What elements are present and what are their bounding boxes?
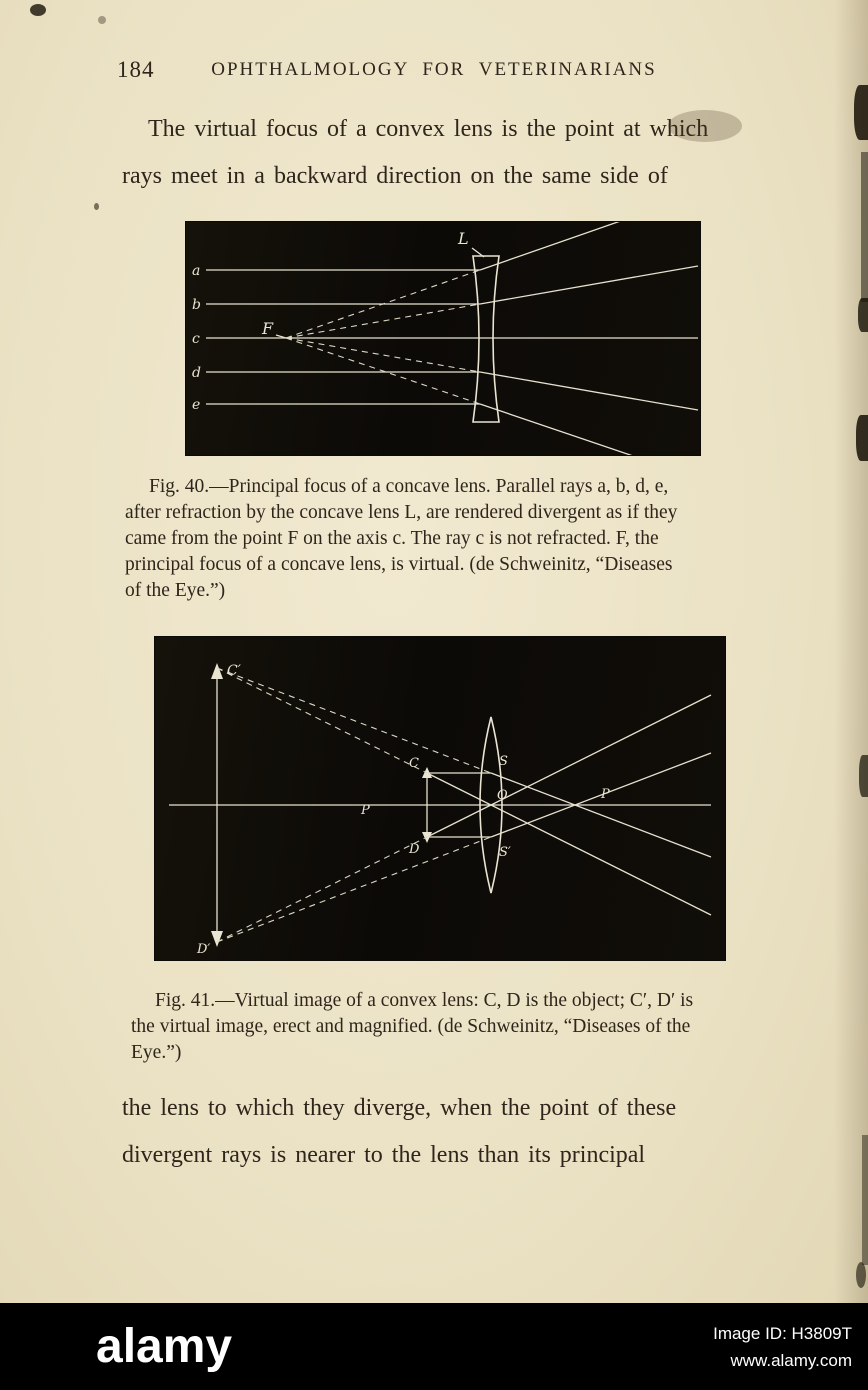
label-ray-e: e [192,397,201,413]
text-line: rays meet in a backward direction on the same side of [122,163,668,189]
alamy-url: www.alamy.com [730,1350,852,1370]
scan-mark [856,1262,866,1288]
scan-smudge [668,110,742,142]
label-focus-f: F [262,319,274,338]
label-ray-d: d [192,365,201,381]
virtual-ray-extensions [286,270,480,404]
scan-mark [859,755,868,797]
caption-line: came from the point F on the axis c. The ray c is not refracted. F, the [125,528,659,549]
caption-line: Fig. 40.—Principal focus of a concave lens. Parallel rays a, b, d, e, [149,476,669,497]
scan-mark [861,152,868,302]
caption-line: the virtual image, erect and magnified. (de Schweinitz, “Diseases of the [131,1016,691,1037]
text-line: The virtual focus of a convex lens is the point at which [148,116,709,142]
scan-mark [862,1135,868,1265]
label-s-prime: S′ [499,845,511,860]
label-c-prime: C′ [227,663,241,679]
caption-line: after refraction by the concave lens L, are rendered divergent as if they [125,502,678,523]
figure-40-caption [125,474,785,604]
scan-mark [858,298,868,332]
figure-40-diagram [186,222,700,455]
running-header: OPHTHALMOLOGY FOR VETERINARIANS [211,59,657,80]
alamy-logo: alamy [96,1320,233,1373]
scan-mark [30,4,46,16]
page-number: 184 [117,57,155,82]
image-id: Image ID: H3809T [713,1323,852,1343]
incident-parallel-rays [206,270,698,404]
scan-mark [98,16,106,24]
label-p-right: P [601,787,610,802]
label-ray-a: a [192,263,201,279]
figure-41 [155,637,725,960]
caption-line: principal focus of a concave lens, is virtual. (de Schweinitz, “Diseases [125,554,673,575]
scan-mark [94,203,99,210]
label-ray-c: c [192,331,200,347]
text-line: the lens to which they diverge, when the point of these [122,1095,677,1121]
concave-lens-shape [473,256,499,422]
watermark-bar [0,1303,868,1390]
label-lens-l: L [458,229,469,248]
scan-mark [856,415,868,461]
caption-line: Eye.”) [131,1042,182,1063]
label-s: S [499,754,508,769]
label-d: D [409,842,420,857]
paragraph-top [122,106,708,200]
label-ray-b: b [192,297,201,313]
label-d-prime: D′ [197,942,211,957]
watermark-info [713,1320,852,1374]
label-c: C [409,756,419,771]
label-o: O [497,788,508,803]
caption-line: Fig. 41.—Virtual image of a convex lens: C, D is the object; C′, D′ is [155,990,694,1011]
text-line: divergent rays is nearer to the lens than its principal [122,1142,646,1168]
figure-41-diagram [155,637,725,960]
paragraph-bottom [122,1085,676,1179]
scan-mark [854,85,868,140]
label-p-left: P [361,803,370,818]
figure-41-caption [131,988,791,1066]
caption-line: of the Eye.”) [125,580,226,601]
figure-40 [186,222,700,455]
